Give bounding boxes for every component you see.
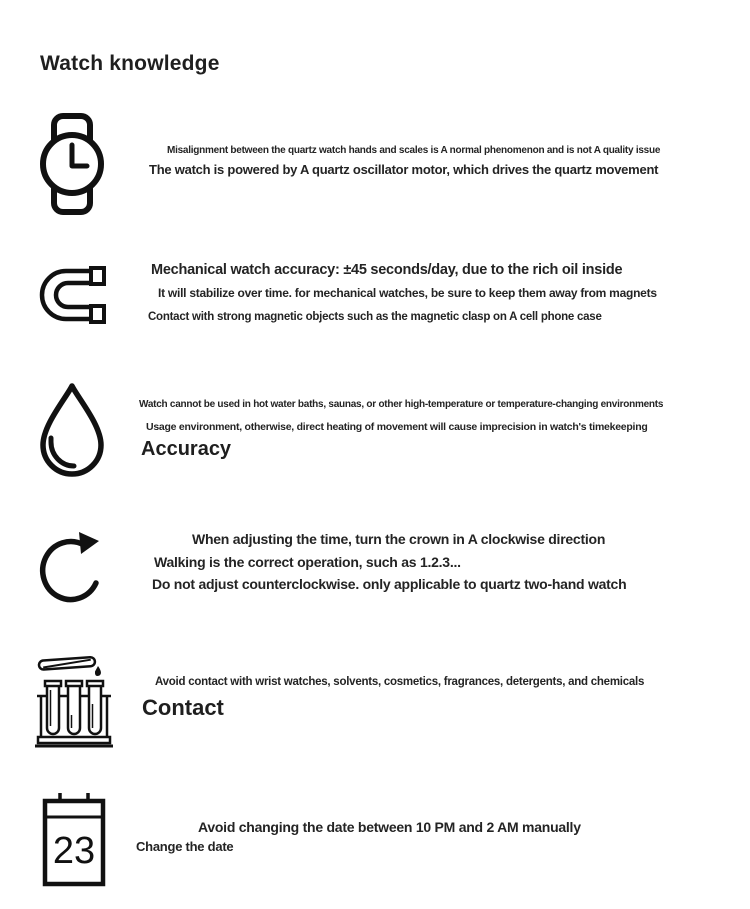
quartz-main-line: The watch is powered by A quartz oscillator motor, which drives the quartz movement bbox=[149, 162, 659, 177]
magnet-sub-line: It will stabilize over time. for mechanical watches, be sure to keep them away from magnets bbox=[158, 286, 657, 300]
page-title: Watch knowledge bbox=[40, 52, 220, 76]
magnet-icon bbox=[36, 266, 110, 324]
quartz-note-line: Misalignment between the quartz watch hands and scales is A normal phenomenon and is not A quality issue bbox=[167, 145, 661, 156]
magnet-note-line: Contact with strong magnetic objects such as the magnetic clasp on A cell phone case bbox=[148, 311, 602, 323]
adjust-note-line: Do not adjust counterclockwise. only applicable to quartz two-hand watch bbox=[152, 576, 627, 592]
clockwise-arrow-icon bbox=[36, 525, 106, 605]
test-tubes-icon bbox=[35, 648, 113, 748]
watch-icon bbox=[38, 113, 106, 215]
calendar-icon bbox=[42, 793, 106, 887]
adjust-sub-line: Walking is the correct operation, such as 1.2.3... bbox=[154, 554, 461, 570]
magnet-main-line: Mechanical watch accuracy: ±45 seconds/day, due to the rich oil inside bbox=[151, 262, 623, 278]
date-main-line: Avoid changing the date between 10 PM and 2 AM manually bbox=[198, 819, 581, 835]
temperature-note-line: Watch cannot be used in hot water baths, saunas, or other high-temperature or temperature-changing environments bbox=[139, 399, 664, 410]
calendar-day: 23 bbox=[52, 830, 96, 872]
adjust-main-line: When adjusting the time, turn the crown in A clockwise direction bbox=[192, 531, 606, 547]
chemicals-heading: Contact bbox=[142, 695, 224, 720]
chemicals-note-line: Avoid contact with wrist watches, solvents, cosmetics, fragrances, detergents, and chemicals bbox=[155, 676, 645, 688]
date-sub-line: Change the date bbox=[136, 839, 234, 854]
temperature-sub-line: Usage environment, otherwise, direct heating of movement will cause imprecision in watch's timekeeping bbox=[146, 421, 648, 433]
temperature-heading: Accuracy bbox=[141, 438, 232, 460]
water-drop-icon bbox=[36, 382, 108, 479]
